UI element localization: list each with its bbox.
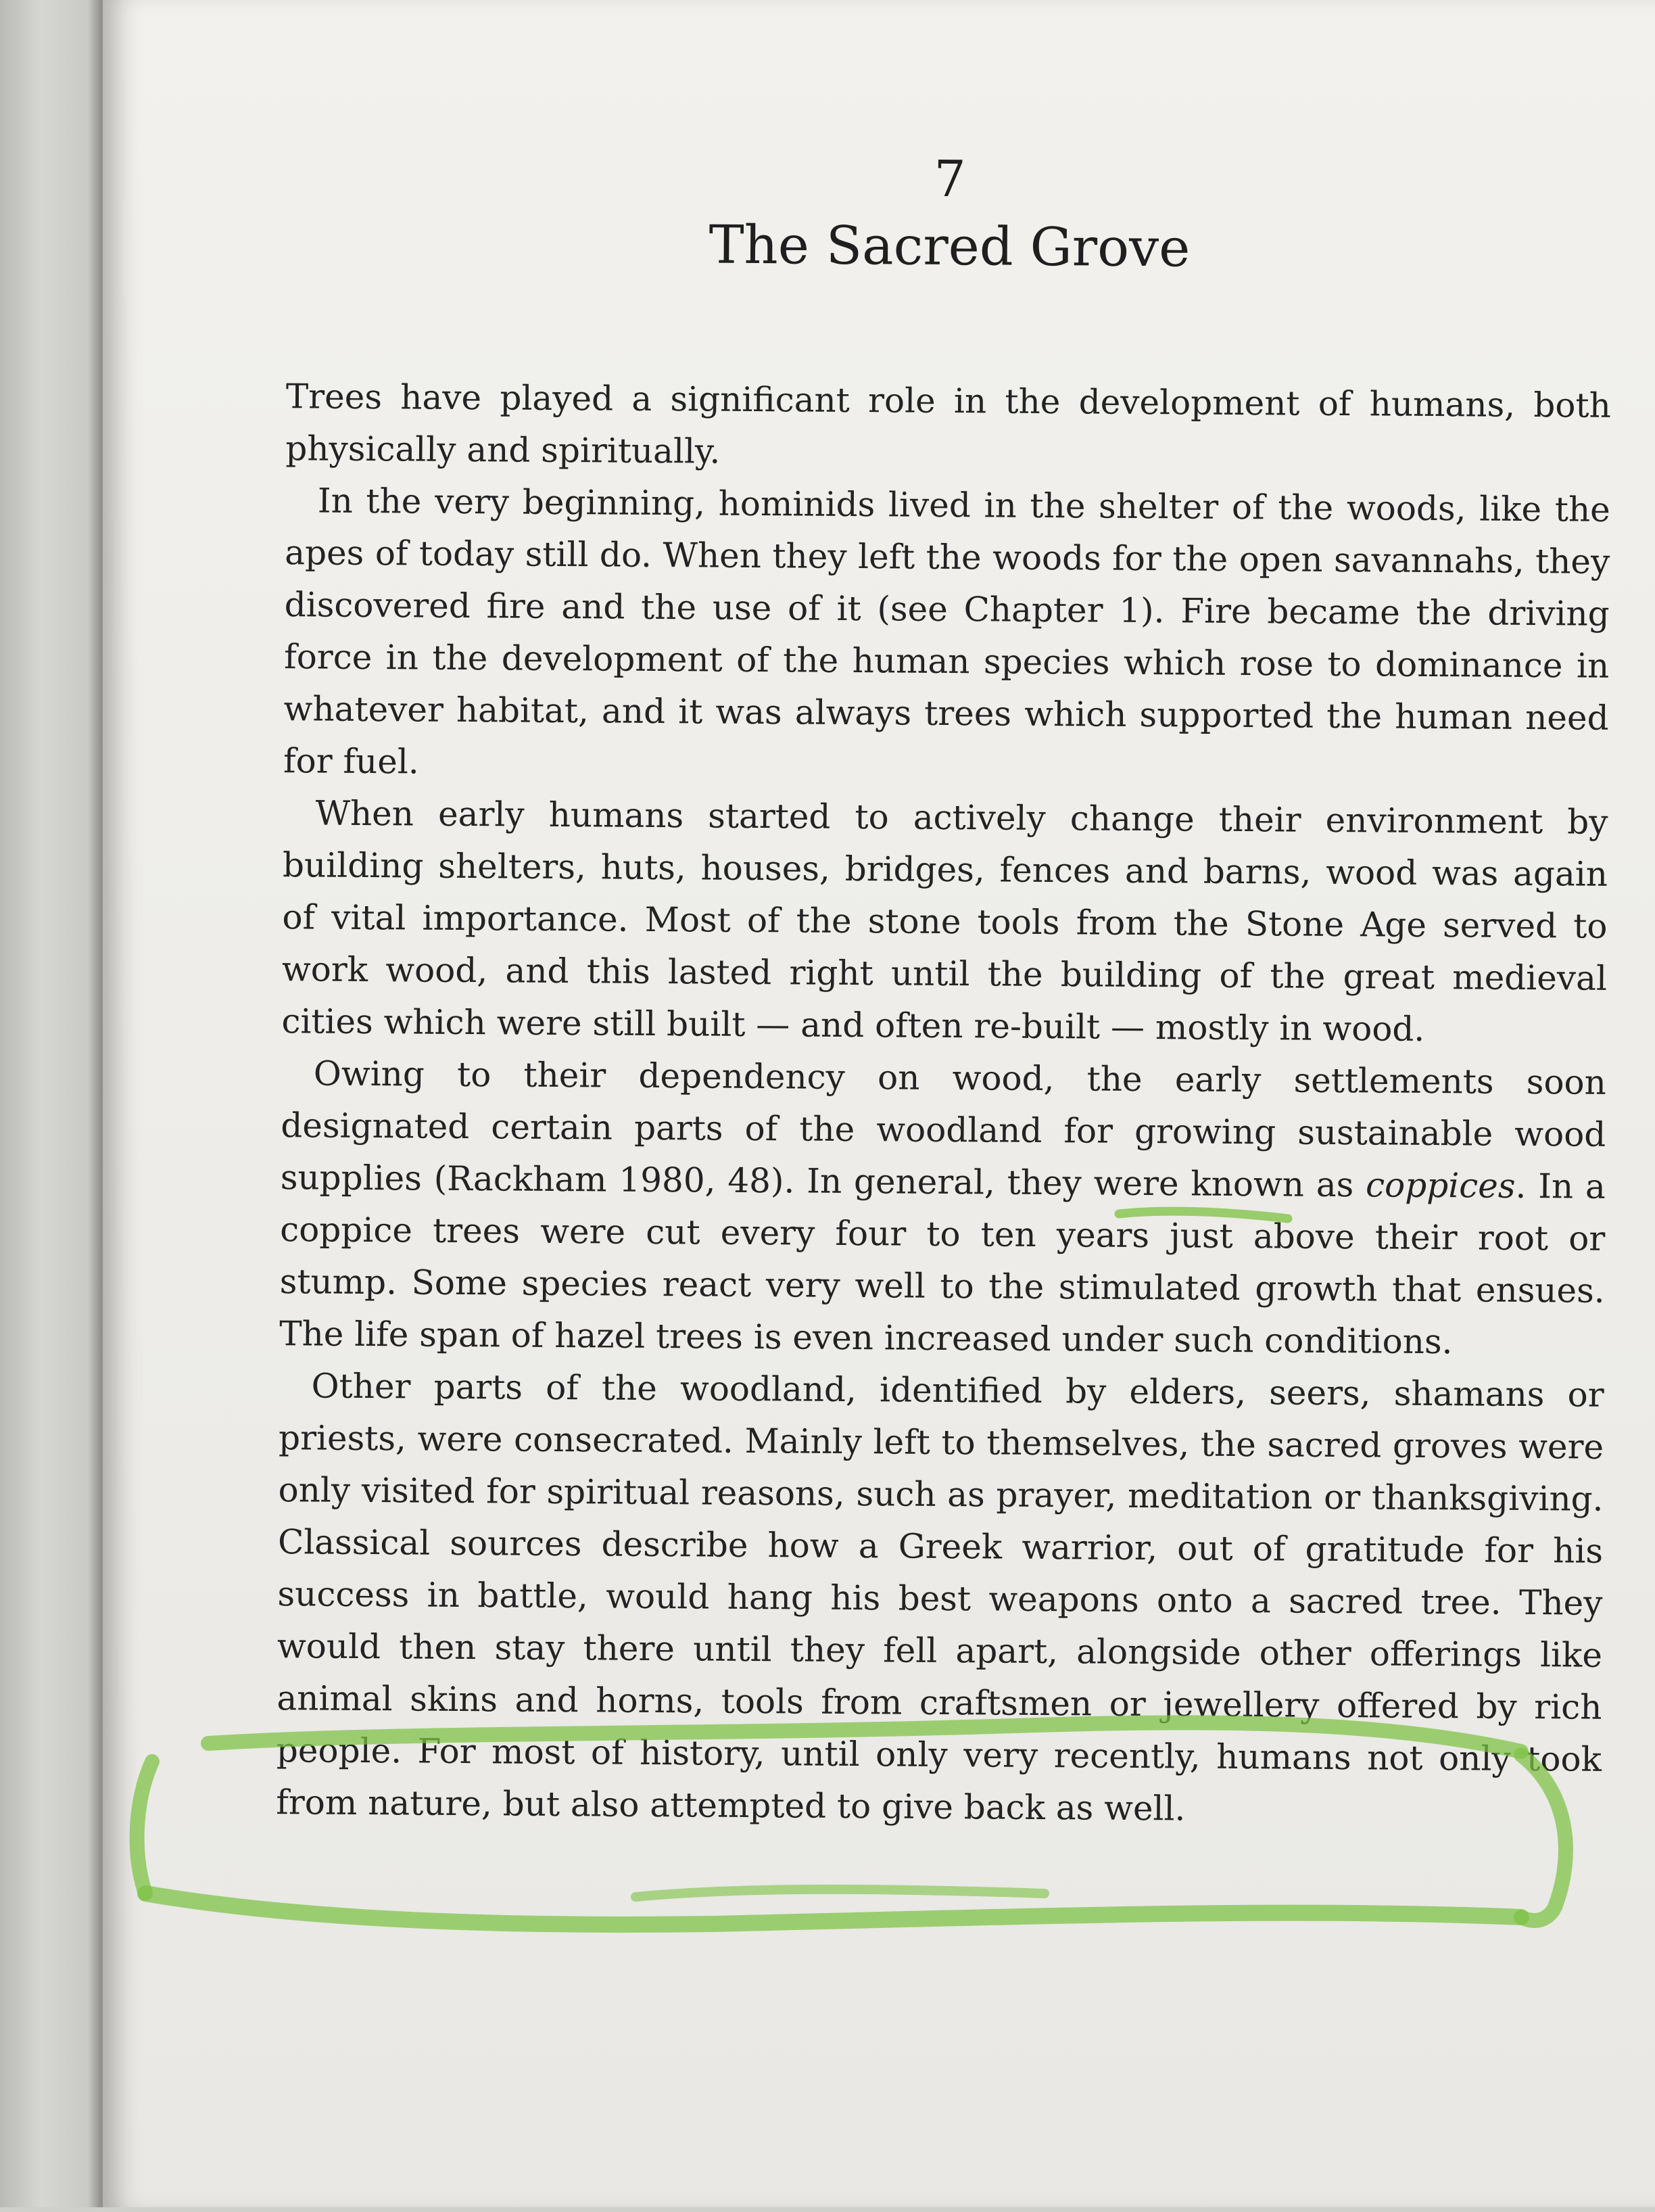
paragraph-5: Other parts of the woodland, identified by elders, seers, shamans or priests, were consecrated. Mainly left to themselves, the sacred groves were only visited for spiritual reasons, such as prayer, meditation or thanksgiving. Classical sources describe how a Greek warrior, out of gratitude for his success in battle, would hang his best weapons onto a sacred tree. They would then stay there until they fell apart, alongside other offerings like animal skins and horns, tools from craftsmen or jewellery offered by rich people. For most of history, until only very recently, humans not only took from nature, but also attempted to give back as well. (276, 1366, 1604, 1829)
chapter-title: The Sacred Grove (709, 214, 1191, 279)
paragraph-4-end: . In a coppice trees were cut every four to ten years just above their root or stump. Some species react very well to the stimulated growth that ensues. The life span of hazel trees is even increased under such conditions. (279, 1166, 1606, 1362)
paragraph-2: In the very beginning, hominids lived in the shelter of the woods, like the apes of today still do. When they left the woods for the open savannahs, they discovered fire and the use of it (see Chapter 1). Fire became the driving force in the development of the human species which rose to dominance in whatever habitat, and it was always trees which supported the human need for fuel. (283, 481, 1610, 782)
body-text (276, 371, 1611, 1838)
paragraph-4-start: Owing to their dependency on wood, the early settlements soon designated certain parts of the woodland for growing sustainable wood supplies (Rackham 1980, 48). In general, they were known as (280, 1054, 1607, 1205)
page-content (273, 0, 1614, 2212)
book-page (103, 0, 1655, 2207)
chapter-number: 7 (934, 149, 966, 209)
paragraph-4 (279, 1048, 1606, 1369)
paragraph-3: When early humans started to actively change their environment by building shelters, huts, houses, bridges, fences and barns, wood was again of vital importance. Most of the stone tools from the Stone Age served to work wood, and this lasted right until the building of the great medieval cities which were still built — and often re-built — mostly in wood. (281, 793, 1608, 1049)
paragraph-1: Trees have played a significant role in the development of humans, both physically and spiritually. (285, 377, 1612, 471)
term-coppices: coppices (1365, 1165, 1516, 1206)
